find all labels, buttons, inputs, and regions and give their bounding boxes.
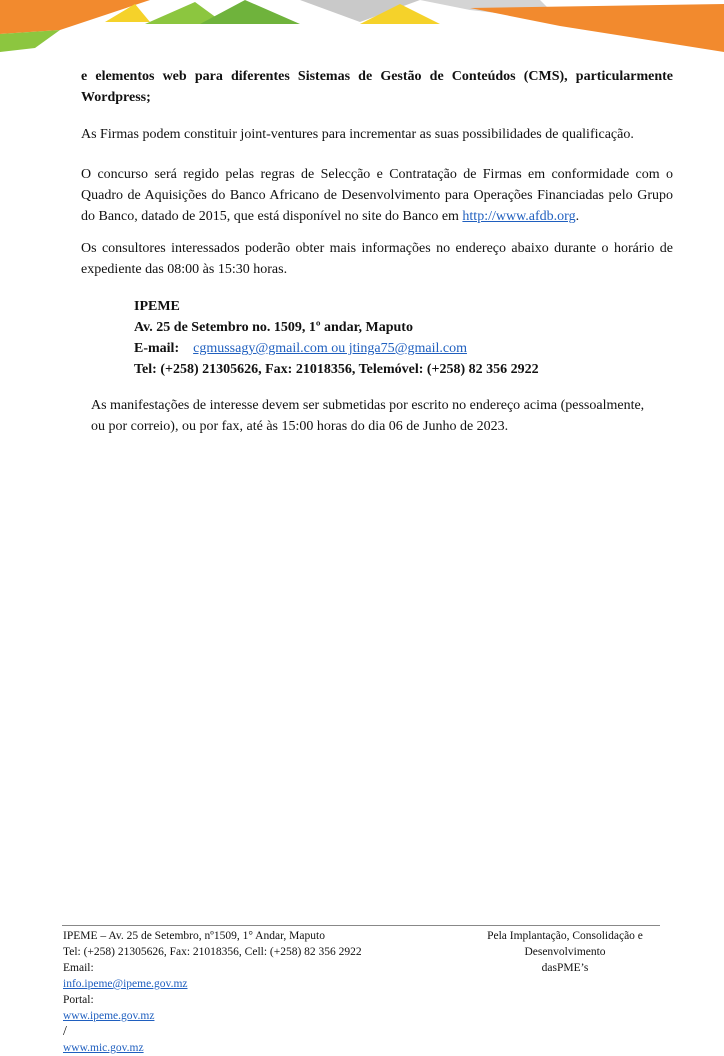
footer-email-label: Email: (63, 962, 94, 974)
paragraph-cms: e elementos web para diferentes Sistemas de Gestão de Conteúdos (CMS), particularmente Wordpress; (81, 69, 673, 105)
header-banner (0, 0, 724, 56)
address-email-line (134, 338, 539, 359)
footer-portal-label: Portal: (63, 994, 94, 1006)
banner-green-3 (200, 0, 300, 24)
footer-slogan-line2: Desenvolvimento (524, 946, 606, 958)
address-block (134, 296, 539, 380)
footer-divider (62, 925, 660, 926)
afdb-link[interactable]: http://www.afdb.org (462, 209, 576, 224)
footer-phones: Tel: (+258) 21305626, Fax: 21018356, Cell: (+258) 82 356 2922 (63, 946, 362, 958)
paragraph-submissao: As manifestações de interesse devem ser submetidas por escrito no endereço acima (pessoalmente, ou por correio), ou por fax, até às 15:00 horas do dia 06 de Junho de 2023. (91, 398, 645, 434)
paragraph-joint-ventures: As Firmas podem constituir joint-ventures para incrementar as suas possibilidades de qualificação. (81, 127, 634, 142)
footer-contacts (63, 928, 473, 1056)
address-phones: Tel: (+258) 21305626, Fax: 21018356, Telemóvel: (+258) 82 356 2922 (134, 362, 539, 377)
footer-mic-link[interactable]: www.mic.gov.mz (63, 1042, 144, 1054)
footer-web-line (63, 960, 473, 1056)
footer-slogan-line3: dasPME’s (541, 962, 589, 974)
footer-email-link[interactable]: info.ipeme@ipeme.gov.mz (63, 978, 188, 990)
address-email-link[interactable]: cgmussagy@gmail.com ou jtinga75@gmail.com (193, 341, 467, 356)
footer-separator: / (63, 1024, 67, 1039)
footer-slogan-line1: Pela Implantação, Consolidação e (487, 930, 643, 942)
paragraph-horario: Os consultores interessados poderão obter mais informações no endereço abaixo durante o horário de expediente das 08:00 às 15:30 horas. (81, 241, 673, 277)
address-email-label: E-mail: (134, 341, 180, 356)
banner-orange-right (470, 4, 724, 52)
footer-slogan (470, 928, 660, 976)
footer-address: IPEME – Av. 25 de Setembro, nº1509, 1° Andar, Maputo (63, 930, 325, 942)
paragraph-regras (81, 164, 673, 227)
footer-portal-link[interactable]: www.ipeme.gov.mz (63, 1010, 155, 1022)
paragraph-regras-text: O concurso será regido pelas regras de Selecção e Contratação de Firmas em conformidade com o Quadro de Aquisições do Banco Africano de Desenvolvimento para Operações Financiadas pelo Grupo do Banco, datado de 2015, que está disponível no site do Banco em (81, 167, 673, 224)
paragraph-regras-end: . (575, 209, 580, 224)
address-street: Av. 25 de Setembro no. 1509, 1º andar, Maputo (134, 320, 413, 335)
address-name: IPEME (134, 299, 180, 314)
